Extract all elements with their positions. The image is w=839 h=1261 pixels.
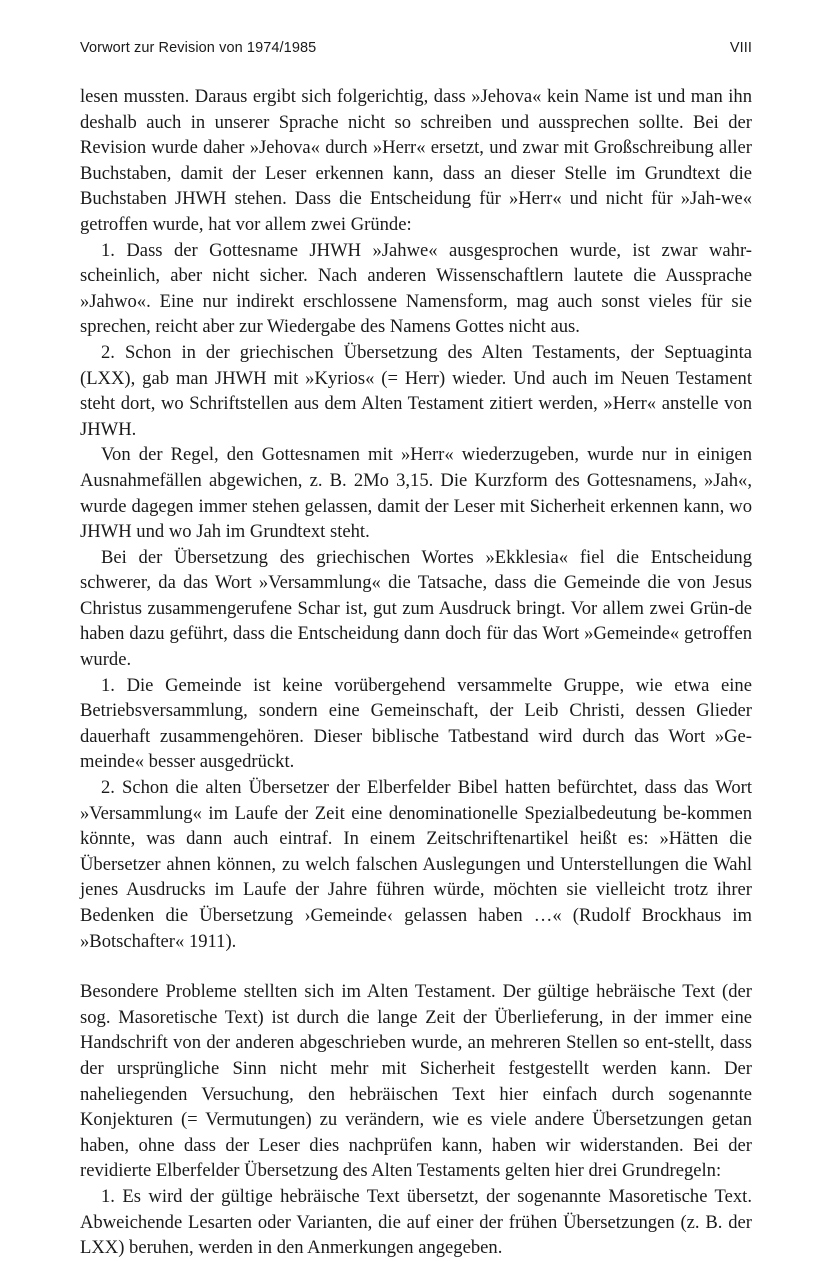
paragraph: 2. Schon die alten Übersetzer der Elberfelder Bibel hatten befürchtet, dass das Wort »Versammlung« im Laufe der Zeit eine denominationelle Spezialbedeutung be-kommen könnte, was dann auch eintraf. In einem Zeitschriftenartikel heißt es: »Hätten die Übersetzer ahnen können, zu welch falschen Auslegungen und Unterstellungen die Wahl jenes Ausdrucks im Laufe der Jahre führen würde, möchten sie vielleicht trotz ihrer Bedenken die Übersetzung ›Gemeinde‹ gelassen haben …« (Rudolf Brockhaus im »Botschafter« 1911). [80,777,752,952]
paragraph: 1. Es wird der gültige hebräische Text übersetzt, der sogenannte Masoretische Text. Abweichende Lesarten oder Varianten, die auf einer der frühen Übersetzungen (z. B. der LXX) beruhen, werden in den Anmerkungen angegeben. [80,1185,752,1259]
paragraph: Besondere Probleme stellten sich im Alten Testament. Der gültige hebräische Text (der sog. Masoretische Text) ist durch die lange Zeit der Überlieferung, in der immer eine Handschrift von der anderen abgeschrieben wurde, an mehreren Stellen so ent-stellt, dass der ursprüngliche Sinn nicht mehr mit Sicherheit festgestellt werden kann. Der naheliegenden Versuchung, den hebräischen Text hier einfach durch sogenannte Konjekturen (= Vermutungen) zu verändern, wie es viele andere Übersetzungen getan haben, ohne dass der Leser dies nachprüfen kann, haben wir widerstanden. Bei der revidierte Elberfelder Übersetzung des Alten Testaments gelten hier drei Grundregeln: [80,981,752,1182]
paragraph: Von der Regel, den Gottesnamen mit »Herr« wiederzugeben, wurde nur in einigen Ausnahmefällen abgewichen, z. B. 2Mo 3,15. Die Kurzform des Gottesnamens, »Jah«, wurde dagegen immer stehen gelassen, damit der Leser mit Sicherheit erkennen kann, wo JHWH und wo Jah im Grundtext steht. [80,444,752,543]
running-header-title: Vorwort zur Revision von 1974/1985 [80,40,317,56]
running-header [80,40,752,62]
paragraph: Bei der Übersetzung des griechischen Wortes »Ekklesia« fiel die Entscheidung schwerer, da das Wort »Versammlung« die Tatsache, dass die Gemeinde die von Jesus Christus zusammengerufene Schar ist, gut zum Ausdruck bringt. Vor allem zwei Grün-de haben dazu geführt, dass die Entscheidung dann doch für das Wort »Gemeinde« getroffen wurde. [80,546,752,671]
book-page [80,40,752,1261]
page-number: VIII [729,40,752,56]
paragraph: 1. Die Gemeinde ist keine vorübergehend versammelte Gruppe, wie etwa eine Betriebsversammlung, sondern eine Gemeinschaft, der Leib Christi, dessen Glieder dauerhaft zusammengehören. Dieser biblische Tatbestand wird durch das Wort »Ge-meinde« besser ausgedrückt. [80,674,752,773]
body-text [80,84,752,1261]
paragraph: lesen mussten. Daraus ergibt sich folgerichtig, dass »Jehova« kein Name ist und man ihn deshalb auch in unserer Sprache nicht so schreiben und aussprechen sollte. Bei der Revision wurde daher »Jehova« durch »Herr« ersetzt, und zwar mit Großschreibung aller Buchstaben, damit der Leser erkennen kann, dass an dieser Stelle im Grundtext die Buchstaben JHWH stehen. Dass die Entscheidung für »Herr« und nicht für »Jah-we« getroffen wurde, hat vor allem zwei Gründe: [80,86,752,235]
paragraph: 1. Dass der Gottesname JHWH »Jahwe« ausgesprochen wurde, ist zwar wahr-scheinlich, aber nicht sicher. Nach anderen Wissenschaftlern lautete die Aussprache »Jahwo«. Eine nur indirekt erschlossene Namensform, mag auch sonst vieles für sie sprechen, reicht aber zur Wiedergabe des Namens Gottes nicht aus. [80,239,752,338]
paragraph: 2. Schon in der griechischen Übersetzung des Alten Testaments, der Septuaginta (LXX), gab man JHWH mit »Kyrios« (= Herr) wieder. Und auch im Neuen Testament steht dort, wo Schriftstellen aus dem Alten Testament zitiert werden, »Herr« anstelle von JHWH. [80,341,752,440]
